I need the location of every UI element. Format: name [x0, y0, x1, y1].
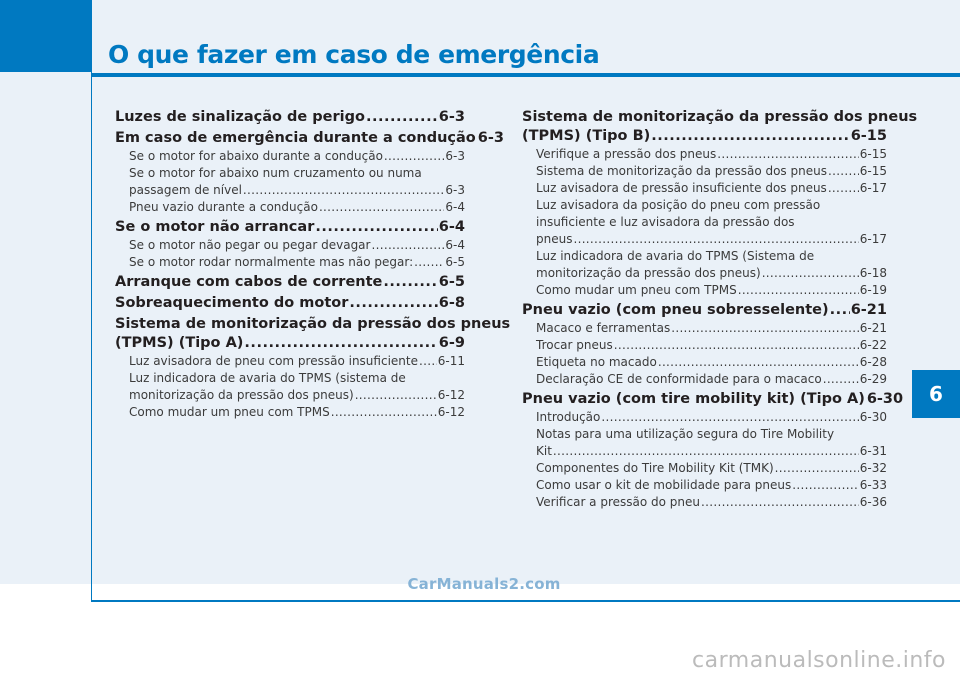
toc-entry-title: Se o motor não pegar ou pegar devagar — [129, 238, 371, 252]
header-corner-block — [0, 0, 92, 72]
toc-entry-page: 6-32 — [859, 461, 887, 475]
toc-entry-major[interactable] — [115, 218, 465, 237]
toc-entry-row — [536, 494, 887, 511]
toc-entry-row — [536, 409, 887, 426]
toc-entry-title: Se o motor não arrancar — [115, 219, 315, 235]
toc-entry-title: Declaração CE de conformidade para o macaco — [536, 372, 822, 386]
toc-entry-title: Luzes de sinalização de perigo — [115, 109, 365, 125]
toc-entry-page: 6-33 — [859, 478, 887, 492]
toc-entry-page: 6-3 — [438, 109, 465, 125]
dot-leader — [384, 148, 444, 165]
toc-entry-title-line: Luz indicadora de avaria do TPMS (Sistema de — [536, 249, 815, 263]
toc-entry-title: monitorização da pressão dos pneus) — [129, 388, 354, 402]
toc-entry-row — [536, 282, 887, 299]
dot-leader — [349, 294, 437, 313]
toc-entry-major[interactable] — [115, 108, 465, 127]
dot-leader — [823, 371, 859, 388]
toc-entry-page: 6-3 — [445, 183, 465, 197]
toc-entry-title: Luz avisadora de pneu com pressão insuficiente — [129, 354, 418, 368]
toc-entry-page: 6-5 — [438, 274, 465, 290]
toc-entry-minor[interactable] — [115, 404, 465, 421]
left-margin-rule — [91, 72, 92, 602]
toc-entry-page: 6-17 — [859, 232, 887, 246]
toc-entry-title: Introdução — [536, 410, 601, 424]
toc-entry-row — [129, 182, 465, 199]
toc-entry-minor[interactable] — [522, 494, 887, 511]
toc-entry-title-line: Notas para uma utilização segura do Tire Mobility — [536, 427, 835, 441]
toc-entry-title: Se o motor rodar normalmente mas não pegar: — [129, 255, 414, 269]
toc-entry-minor[interactable] — [522, 248, 887, 282]
toc-entry-row — [129, 237, 465, 254]
toc-entry-title: Em caso de emergência durante a condução — [115, 130, 476, 146]
toc-entry-row — [115, 108, 465, 127]
dot-leader — [601, 409, 858, 426]
toc-entry-title: Kit — [536, 444, 552, 458]
dot-leader — [573, 231, 858, 248]
dot-leader — [366, 108, 438, 127]
page-title: O que fazer em caso de emergência — [108, 40, 600, 69]
toc-entry-title: Pneu vazio durante a condução — [129, 200, 318, 214]
dot-leader — [244, 334, 437, 353]
dot-leader — [614, 337, 859, 354]
toc-entry-page: 6-4 — [438, 219, 465, 235]
toc-entry-page: 6-4 — [445, 238, 465, 252]
toc-entry-title-line: Sistema de monitorização da pressão dos pneus — [115, 316, 511, 332]
toc-entry-title-line: Luz avisadora da posição do pneu com pressão — [536, 198, 821, 212]
dot-leader — [701, 494, 859, 511]
toc-entry-row — [536, 320, 887, 337]
toc-entry-minor[interactable] — [522, 180, 887, 197]
toc-entry-title: Luz avisadora de pressão insuficiente dos pneus — [536, 181, 827, 195]
toc-entry-title: (TPMS) (Tipo B) — [522, 128, 651, 144]
toc-entry-row — [536, 337, 887, 354]
chapter-tab[interactable]: 6 — [912, 370, 960, 418]
toc-entry-page: 6-36 — [859, 495, 887, 509]
toc-entry-page: 6-4 — [445, 200, 465, 214]
dot-leader — [828, 163, 859, 180]
toc-entry-row — [536, 146, 887, 163]
toc-entry-title: Se o motor for abaixo durante a condução — [129, 149, 383, 163]
toc-left-column — [115, 106, 511, 421]
toc-entry-minor[interactable] — [522, 197, 887, 248]
toc-entry-page: 6-15 — [859, 164, 887, 178]
toc-entry-title: pneus — [536, 232, 573, 246]
toc-entry-title-line: Luz indicadora de avaria do TPMS (sistema de — [129, 371, 406, 385]
dot-leader — [331, 404, 437, 421]
toc-entry-page: 6-8 — [438, 295, 465, 311]
toc-entry-minor[interactable] — [115, 199, 465, 216]
dot-leader — [671, 320, 859, 337]
toc-entry-row — [129, 404, 465, 421]
toc-entry-minor[interactable] — [115, 353, 465, 370]
toc-entry-page: 6-17 — [859, 181, 887, 195]
dot-leader — [717, 146, 859, 163]
toc-entry-title: (TPMS) (Tipo A) — [115, 335, 244, 351]
toc-entry-title: Sobreaquecimento do motor — [115, 295, 349, 311]
toc-entry-row — [115, 294, 465, 313]
toc-entry-row — [115, 218, 465, 237]
toc-entry-page: 6-19 — [859, 283, 887, 297]
toc-entry-row — [522, 127, 887, 146]
toc-entry-minor[interactable] — [522, 426, 887, 460]
toc-entry-title: Etiqueta no macado — [536, 355, 657, 369]
toc-entry-page: 6-12 — [437, 388, 465, 402]
toc-entry-title: Pneu vazio (com tire mobility kit) (Tipo A) — [522, 391, 865, 407]
toc-entry-minor[interactable] — [522, 282, 887, 299]
toc-entry-title: Como usar o kit de mobilidade para pneus — [536, 478, 792, 492]
toc-entry-page: 6-15 — [859, 147, 887, 161]
toc-entry-title: Como mudar um pneu com TPMS — [536, 283, 737, 297]
toc-entry-page: 6-28 — [859, 355, 887, 369]
toc-entry-row — [522, 301, 887, 320]
toc-entry-row — [536, 180, 887, 197]
toc-entry-minor[interactable] — [522, 163, 887, 180]
toc-entry-row — [536, 265, 887, 282]
header-rule — [92, 73, 960, 77]
toc-entry-major[interactable] — [522, 301, 887, 320]
toc-entry-page: 6-22 — [859, 338, 887, 352]
toc-entry-minor[interactable] — [522, 354, 887, 371]
dot-leader — [792, 477, 858, 494]
toc-entry-title: Componentes do Tire Mobility Kit (TMK) — [536, 461, 774, 475]
dot-leader — [828, 180, 859, 197]
toc-entry-major[interactable] — [522, 390, 904, 409]
toc-entry-minor[interactable] — [522, 320, 887, 337]
toc-entry-row — [115, 273, 465, 292]
toc-entry-major[interactable] — [522, 108, 918, 146]
toc-entry-title: passagem de nível — [129, 183, 242, 197]
toc-entry-title: Trocar pneus — [536, 338, 613, 352]
toc-entry-row — [536, 460, 887, 477]
dot-leader — [762, 265, 859, 282]
toc-entry-major[interactable] — [115, 273, 465, 292]
toc-entry-row — [115, 129, 504, 148]
toc-entry-title: Verificar a pressão do pneu — [536, 495, 701, 509]
dot-leader — [553, 443, 859, 460]
toc-entry-page: 6-30 — [859, 410, 887, 424]
toc-entry-page: 6-11 — [437, 354, 465, 368]
toc-entry-row — [536, 371, 887, 388]
toc-entry-title-line: Sistema de monitorização da pressão dos pneus — [522, 109, 918, 125]
toc-entry-minor[interactable] — [115, 165, 465, 199]
toc-entry-title: Sistema de monitorização da pressão dos pneus — [536, 164, 827, 178]
dot-leader — [414, 254, 444, 271]
toc-entry-page: 6-12 — [437, 405, 465, 419]
toc-entry-minor[interactable] — [522, 409, 887, 426]
toc-entry-row — [536, 231, 887, 248]
toc-entry-page: 6-15 — [850, 128, 887, 144]
toc-entry-minor[interactable] — [522, 337, 887, 354]
toc-entry-page: 6-29 — [859, 372, 887, 386]
toc-entry-title-line: Se o motor for abaixo num cruzamento ou numa — [129, 166, 422, 180]
toc-entry-page: 6-18 — [859, 266, 887, 280]
toc-entry-title: Verifique a pressão dos pneus — [536, 147, 717, 161]
dot-leader — [243, 182, 444, 199]
toc-entry-minor[interactable] — [115, 370, 465, 404]
toc-entry-major[interactable] — [115, 129, 504, 148]
dot-leader — [383, 273, 437, 292]
dot-leader — [315, 218, 437, 237]
toc-entry-title-line: insuficiente e luz avisadora da pressão dos — [536, 215, 795, 229]
bottom-rule — [92, 600, 960, 602]
toc-entry-minor[interactable] — [115, 237, 465, 254]
toc-entry-title: Pneu vazio (com pneu sobresselente) — [522, 302, 829, 318]
toc-entry-minor[interactable] — [522, 477, 887, 494]
toc-entry-title: Como mudar um pneu com TPMS — [129, 405, 330, 419]
toc-entry-title: monitorização da pressão dos pneus) — [536, 266, 761, 280]
toc-entry-row — [129, 353, 465, 370]
dot-leader — [738, 282, 859, 299]
toc-entry-page: 6-21 — [859, 321, 887, 335]
toc-entry-row — [536, 354, 887, 371]
dot-leader — [371, 237, 444, 254]
toc-entry-minor[interactable] — [115, 148, 465, 165]
dot-leader — [355, 387, 437, 404]
toc-entry-page: 6-9 — [438, 335, 465, 351]
dot-leader — [775, 460, 859, 477]
dot-leader — [830, 301, 850, 320]
toc-entry-row — [536, 163, 887, 180]
toc-entry-page: 6-5 — [445, 255, 465, 269]
toc-entry-minor[interactable] — [115, 254, 465, 271]
toc-entry-page: 6-3 — [445, 149, 465, 163]
toc-entry-page: 6-30 — [866, 391, 904, 407]
toc-entry-major[interactable] — [115, 294, 465, 313]
toc-entry-minor[interactable] — [522, 460, 887, 477]
dot-leader — [658, 354, 859, 371]
toc-entry-row — [129, 387, 465, 404]
toc-entry-page: 6-21 — [850, 302, 887, 318]
toc-entry-minor[interactable] — [522, 371, 887, 388]
toc-entry-row — [536, 443, 887, 460]
toc-entry-row — [115, 334, 465, 353]
toc-entry-row — [129, 148, 465, 165]
toc-entry-row — [129, 199, 465, 216]
watermark: CarManuals2.com — [407, 575, 561, 593]
dot-leader — [651, 127, 849, 146]
toc-entry-row — [522, 390, 904, 409]
toc-entry-major[interactable] — [115, 315, 511, 353]
toc-right-column — [522, 106, 918, 511]
dot-leader — [419, 353, 437, 370]
toc-entry-page: 6-31 — [859, 444, 887, 458]
toc-entry-row — [536, 477, 887, 494]
toc-entry-row — [129, 254, 465, 271]
dot-leader — [319, 199, 444, 216]
footer-brand: carmanualsonline.info — [692, 648, 946, 673]
toc-entry-page: 6-3 — [477, 130, 504, 146]
toc-entry-minor[interactable] — [522, 146, 887, 163]
toc-entry-title: Macaco e ferramentas — [536, 321, 671, 335]
toc-entry-title: Arranque com cabos de corrente — [115, 274, 383, 290]
